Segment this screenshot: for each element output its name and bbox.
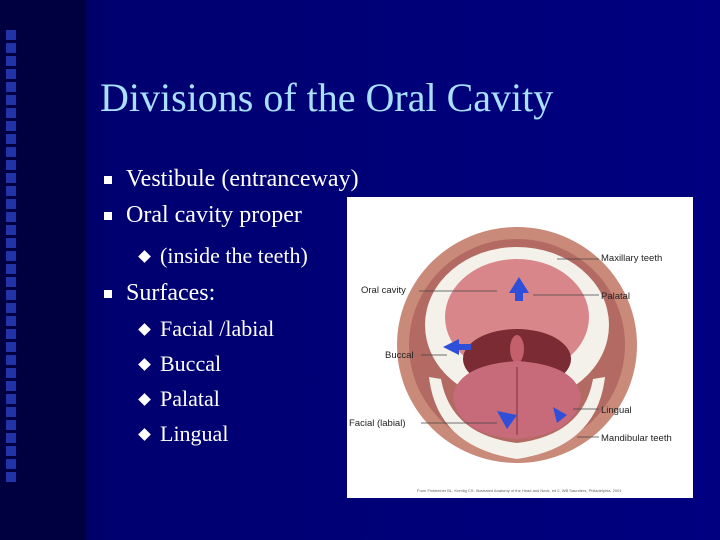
bullet-surfaces: Surfaces: — [126, 280, 216, 306]
label-oral-cavity: Oral cavity — [361, 285, 406, 296]
label-maxillary-teeth: Maxillary teeth — [601, 253, 663, 264]
bullet-square-icon — [104, 290, 112, 298]
bullet-square-icon — [104, 176, 112, 184]
oral-cavity-illustration — [347, 197, 693, 498]
sub-bullet-palatal: Palatal — [160, 386, 220, 411]
oral-cavity-figure — [347, 197, 693, 498]
figure-caption: From Finkbeiner BL, Krenlig CS: Illustrated Anatomy of the Head and Neck, ed 2, WB Saunders, Philadelphia, 2001 — [417, 488, 622, 493]
sub-bullet-facial: Facial /labial — [160, 316, 275, 341]
label-facial-labial: Facial (labial) — [349, 418, 406, 429]
sub-bullet-lingual: Lingual — [160, 421, 229, 446]
bullet-vestibule: Vestibule (entranceway) — [126, 166, 359, 192]
label-palatal: Palatal — [601, 291, 631, 302]
label-lingual: Lingual — [601, 405, 632, 416]
decorative-squares — [4, 30, 18, 510]
sub-bullet-inside-teeth: (inside the teeth) — [160, 243, 308, 268]
bullet-square-icon — [104, 212, 112, 220]
bullet-oral-cavity-proper: Oral cavity proper — [126, 202, 302, 228]
label-buccal: Buccal — [385, 350, 414, 361]
sub-bullet-buccal: Buccal — [160, 351, 222, 376]
slide-title: Divisions of the Oral Cavity — [100, 75, 554, 120]
uvula-shape — [510, 335, 524, 363]
label-mandibular-teeth: Mandibular teeth — [601, 433, 672, 444]
